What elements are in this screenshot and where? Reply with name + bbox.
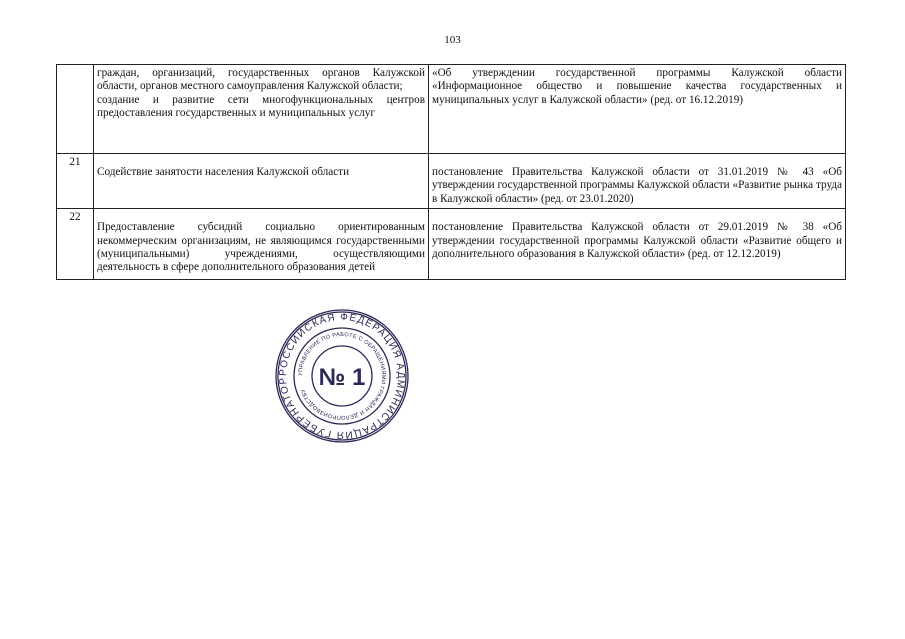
page-number: 103 [444, 34, 461, 46]
stamp-outer-text: РОССИЙСКАЯ ФЕДЕРАЦИЯ АДМИНИСТРАЦИЯ ГУБЕРНАТОР [277, 311, 407, 441]
table-row [57, 209, 846, 280]
row-name-text: Содействие занятости населения Калужской области [97, 166, 350, 178]
row-basis-cell [429, 209, 846, 280]
row-name-cell [94, 154, 429, 209]
row-name-cell [94, 209, 429, 280]
row-basis-cell [429, 154, 846, 209]
row-number: 22 [57, 209, 94, 280]
stamp-number: № 1 [318, 364, 366, 391]
row-name-cell: граждан, организаций, государственных органов Калужской области, органов местного самоуправления Калужской области; создание и развитие сети многофункциональных центров предоставления государственных и муниципальных услуг [94, 65, 429, 154]
row-number: 21 [57, 154, 94, 209]
row-name-text: Предоставление субсидий социально ориентированным некоммерческим организациям, не являющимся государственными (муниципальными) учреждениями, осуществляющими деятельность в сфере дополнительного образования детей [97, 221, 425, 274]
row-basis-text: постановление Правительства Калужской области от 31.01.2019 № 43 «Об утверждении государственной программы Калужской области «Развитие рынка труда в Калужской области» (ред. от 23.01.2020) [432, 166, 842, 205]
row-basis-cell: «Об утверждении государственной программы Калужской области «Информационное общество и повышение качества государственных и муниципальных услуг в Калужской области» (ред. от 16.12.2019) [429, 65, 846, 154]
row-basis-text: постановление Правительства Калужской области от 29.01.2019 № 38 «Об утверждении государственной программы Калужской области «Развитие общего и дополнительного образования в Калужской области» (ред. от 12.12.2019) [432, 221, 842, 261]
stamp-seal-icon [272, 306, 412, 446]
official-stamp [272, 306, 412, 446]
stamp-inner-text: УПРАВЛЕНИЕ ПО РАБОТЕ С ОБРАЩЕНИЯМИ ГРАЖДАН И ДЕЛОПРОИЗВОДСТВУ [297, 331, 387, 421]
table-row [57, 65, 846, 154]
table-row [57, 154, 846, 209]
row-number [57, 65, 94, 154]
programs-table [56, 64, 846, 280]
